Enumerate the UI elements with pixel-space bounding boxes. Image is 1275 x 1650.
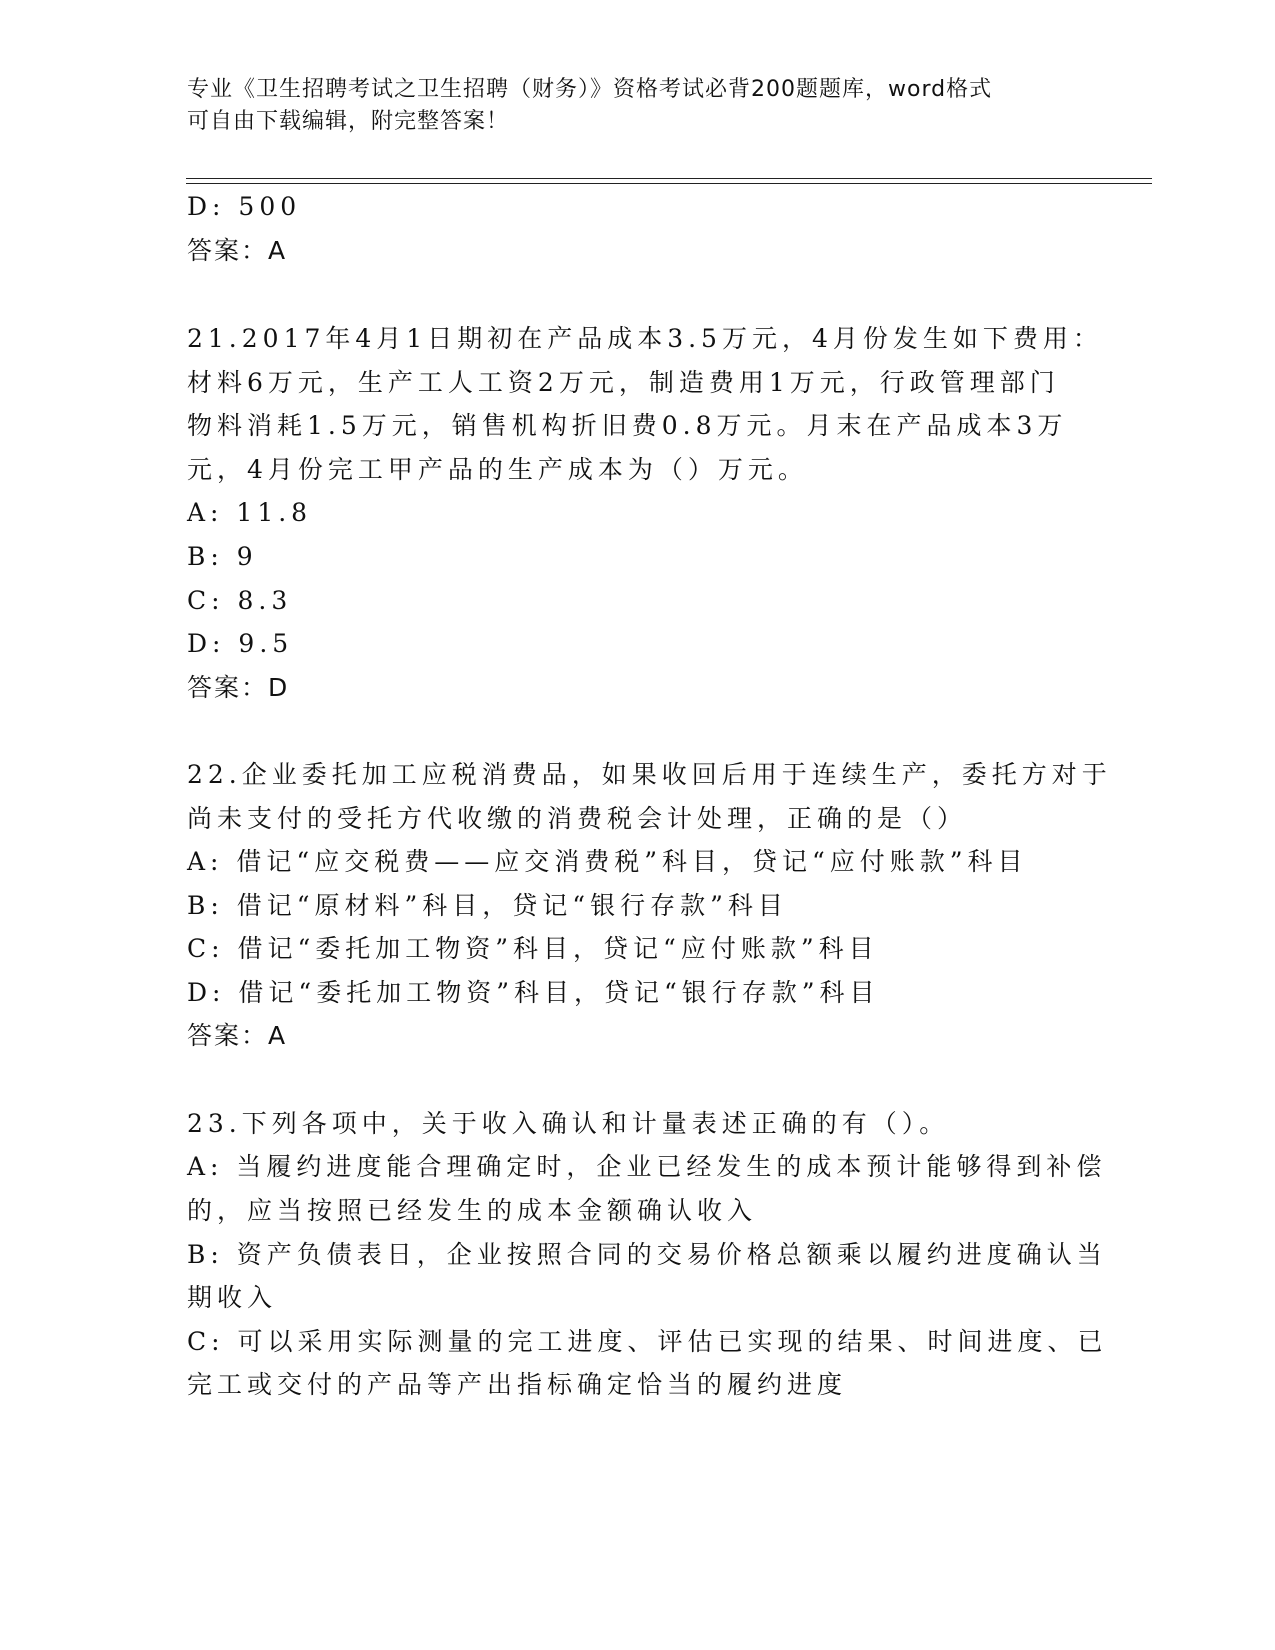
q23-option-a-line-1: A: 当履约进度能合理确定时，企业已经发生的成本预计能够得到补偿 — [187, 1152, 1107, 1181]
q21-option-a: A: 11.8 — [187, 498, 313, 527]
prev-answer: 答案：A — [187, 236, 288, 265]
q21-option-c: C: 8.3 — [187, 586, 293, 615]
q21-stem-line-4: 元，4月份完工甲产品的生产成本为（）万元。 — [187, 455, 808, 484]
q22-option-a: A: 借记“应交税费——应交消费税”科目，贷记“应付账款”科目 — [187, 847, 1028, 876]
q21-answer: 答案：D — [187, 673, 290, 702]
q22-answer: 答案：A — [187, 1021, 288, 1050]
q23-stem: 23.下列各项中，关于收入确认和计量表述正确的有（）。 — [187, 1109, 950, 1138]
q23-option-c-line-1: C: 可以采用实际测量的完工进度、评估已实现的结果、时间进度、已 — [187, 1327, 1108, 1356]
header-title-line-2: 可自由下载编辑，附完整答案！ — [187, 109, 510, 134]
header-rule-top — [186, 178, 1152, 179]
header-title-line-1: 专业《卫生招聘考试之卫生招聘（财务）》资格考试必背200题题库，word格式 — [187, 77, 993, 102]
header-rule-bottom — [186, 183, 1152, 184]
q21-stem-line-1: 21.2017年4月1日期初在产品成本3.5万元，4月份发生如下费用： — [187, 324, 1103, 353]
q22-stem-line-1: 22.企业委托加工应税消费品，如果收回后用于连续生产，委托方对于 — [187, 760, 1112, 789]
q23-option-a-line-2: 的，应当按照已经发生的成本金额确认收入 — [187, 1196, 758, 1225]
q21-option-b: B: 9 — [187, 542, 258, 571]
q22-stem-line-2: 尚未支付的受托方代收缴的消费税会计处理，正确的是（） — [187, 804, 968, 833]
q22-option-d: D: 借记“委托加工物资”科目，贷记“银行存款”科目 — [187, 978, 880, 1007]
q21-option-d: D: 9.5 — [187, 629, 294, 658]
q21-stem-line-3: 物料消耗1.5万元，销售机构折旧费0.8万元。月末在产品成本3万 — [187, 411, 1068, 440]
page-header — [187, 74, 1067, 138]
q22-option-b: B: 借记“原材料”科目，贷记“银行存款”科目 — [187, 891, 788, 920]
q21-stem-line-2: 材料6万元，生产工人工资2万元，制造费用1万元，行政管理部门 — [187, 368, 1060, 397]
q23-option-b-line-2: 期收入 — [187, 1283, 278, 1312]
q23-option-c-line-2: 完工或交付的产品等产出指标确定恰当的履约进度 — [187, 1370, 848, 1399]
prev-option-d: D: 500 — [187, 192, 302, 221]
q23-option-b-line-1: B: 资产负债表日，企业按照合同的交易价格总额乘以履约进度确认当 — [187, 1240, 1107, 1269]
q22-option-c: C: 借记“委托加工物资”科目，贷记“应付账款”科目 — [187, 934, 879, 963]
